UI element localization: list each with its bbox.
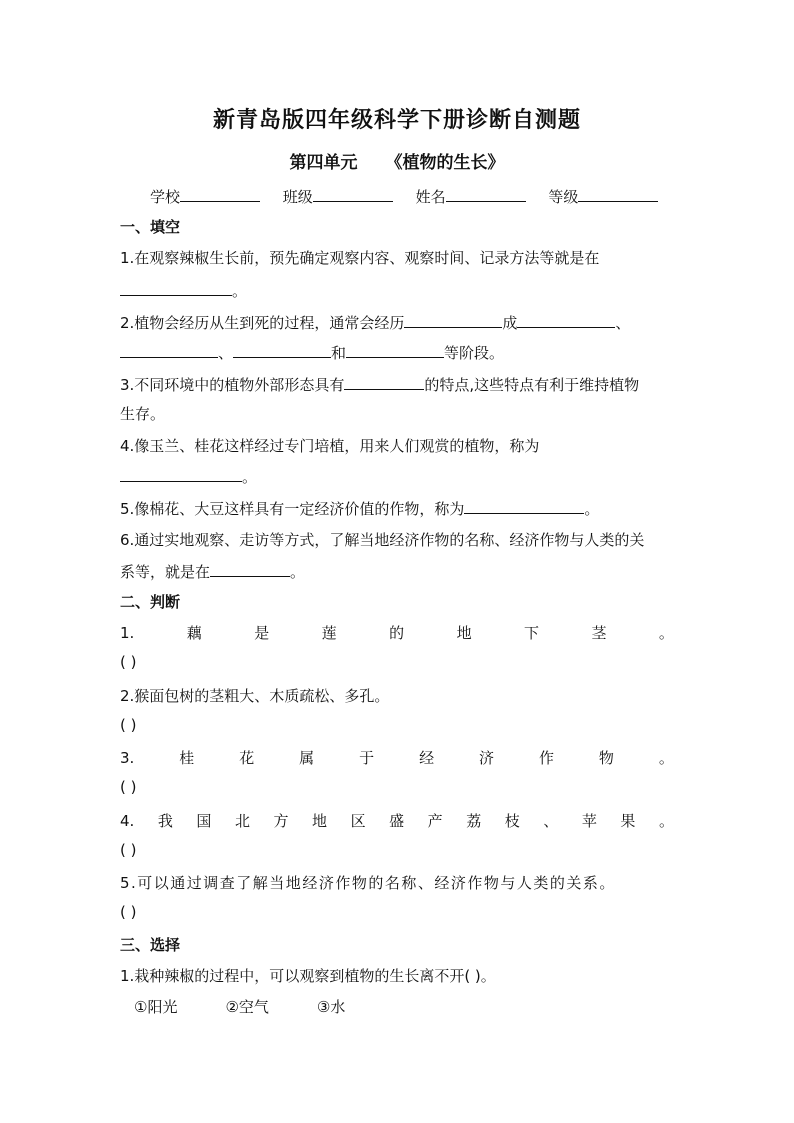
fill-q3-line1 [120,374,674,395]
choice-option-air[interactable]: ②空气 [225,998,269,1016]
section-judge-heading: 二、判断 [120,593,181,611]
judge-q1-char: 藕 [186,624,202,642]
fill-q6-line1: 6.通过实地观察、走访等方式，了解当地经济作物的名称、经济作物与人类的关 [120,531,645,549]
section-choice-heading: 三、选择 [120,936,181,954]
fill-q2-text: 2.植物会经历从生到死的过程，通常会经历 [120,314,405,332]
choice-q1: 1.栽种辣椒的过程中，可以观察到植物的生长离不开( )。 [120,967,496,985]
judge-q4-char: 、 [543,812,559,830]
judge-q4-char: 我 [157,812,173,830]
judge-q1-char: 的 [389,624,405,642]
judge-q3 [120,748,674,768]
unit-number: 第四单元 [289,153,358,173]
fill-q2-sep-2: 、 [218,344,234,362]
fill-q1-end: 。 [232,282,248,300]
name-label: 姓名 [415,188,446,206]
judge-q1 [120,623,674,643]
fill-q2-blank-1[interactable] [404,312,502,328]
judge-q3-answer[interactable]: ( ) [120,778,137,796]
fill-q2-cheng: 成 [502,314,518,332]
judge-q5: 5.可以通过调查了解当地经济作物的名称、经济作物与人类的关系。 [120,874,616,892]
class-label: 班级 [282,188,313,206]
judge-q4-char: 4. [120,812,135,830]
judge-q1-char: 1. [120,624,135,642]
choice-option-water[interactable]: ③水 [316,998,346,1016]
fill-q5-end: 。 [584,500,600,518]
class-field[interactable] [313,187,393,202]
judge-q4-char: 枝 [504,812,520,830]
school-label: 学校 [150,188,181,206]
judge-q3-char: 。 [658,749,674,767]
fill-q2-end: 等阶段。 [444,344,505,362]
fill-q5-line [120,498,674,519]
section-fill-heading: 一、填空 [120,218,181,236]
judge-q2: 2.猴面包树的茎粗大、木质疏松、多孔。 [120,687,390,705]
grade-label: 等级 [548,188,579,206]
student-info-row [150,186,658,207]
fill-q3-line2: 生存。 [120,405,166,423]
judge-q4-char: 产 [427,812,443,830]
judge-q3-char: 属 [299,749,315,767]
judge-q4-char: 地 [312,812,328,830]
judge-q4-char: 北 [234,812,250,830]
fill-q2-and: 和 [331,344,347,362]
fill-q6-line2 [120,561,674,582]
judge-q5-answer[interactable]: ( ) [120,903,137,921]
fill-q2-blank-5[interactable] [346,342,444,358]
fill-q2-line1 [120,312,674,333]
fill-q6-text: 系等，就是在 [120,563,211,581]
judge-q1-answer[interactable]: ( ) [120,653,137,671]
judge-q3-char: 经 [419,749,435,767]
judge-q4-char: 果 [620,812,636,830]
judge-q4-char: 方 [273,812,289,830]
judge-q2-answer[interactable]: ( ) [120,716,137,734]
fill-q2-sep-1: 、 [615,314,631,332]
fill-q2-blank-2[interactable] [517,312,615,328]
judge-q4-char: 国 [196,812,212,830]
fill-q2-blank-4[interactable] [233,342,331,358]
judge-q1-char: 莲 [321,624,337,642]
judge-q3-char: 花 [239,749,255,767]
judge-q1-char: 下 [524,624,540,642]
fill-q3-blank[interactable] [344,374,424,390]
judge-q4-char: 荔 [466,812,482,830]
fill-q4-line2 [120,466,674,487]
fill-q6-blank[interactable] [210,561,290,577]
judge-q3-char: 3. [120,749,135,767]
fill-q4-line1: 4.像玉兰、桂花这样经过专门培植，用来人们观赏的植物，称为 [120,437,540,455]
choice-option-sunlight[interactable]: ①阳光 [134,998,178,1016]
judge-q4 [120,811,674,831]
fill-q4-end: 。 [242,468,258,486]
school-field[interactable] [180,187,260,202]
judge-q1-char: 茎 [591,624,607,642]
judge-q3-char: 作 [538,749,554,767]
name-field[interactable] [446,187,526,202]
judge-q1-char: 地 [456,624,472,642]
judge-q4-char: 。 [658,812,674,830]
page-title: 新青岛版四年级科学下册诊断自测题 [212,108,581,133]
grade-field[interactable] [578,187,658,202]
fill-q6-end: 。 [290,563,306,581]
judge-q3-char: 物 [598,749,614,767]
unit-subtitle [0,148,794,173]
judge-q3-char: 于 [359,749,375,767]
fill-q1-line1: 1.在观察辣椒生长前，预先确定观察内容、观察时间、记录方法等就是在 [120,249,600,267]
fill-q3-text-2: 的特点,这些特点有利于维持植物 [424,376,640,394]
fill-q1-line2 [120,280,674,301]
fill-q3-text: 3.不同环境中的植物外部形态具有 [120,376,345,394]
choice-q1-options [134,997,688,1017]
fill-q2-blank-3[interactable] [120,342,218,358]
fill-q4-blank[interactable] [120,466,242,482]
judge-q4-char: 苹 [581,812,597,830]
fill-q1-blank[interactable] [120,280,232,296]
unit-name: 《植物的生长》 [385,153,505,173]
judge-q1-char: 是 [254,624,270,642]
judge-q1-char: 。 [658,624,674,642]
judge-q4-char: 盛 [389,812,405,830]
fill-q2-line2 [120,342,674,363]
judge-q3-char: 济 [479,749,495,767]
judge-q3-char: 桂 [179,749,195,767]
fill-q5-text: 5.像棉花、大豆这样具有一定经济价值的作物，称为 [120,500,465,518]
fill-q5-blank[interactable] [464,498,584,514]
judge-q4-answer[interactable]: ( ) [120,841,137,859]
judge-q4-char: 区 [350,812,366,830]
